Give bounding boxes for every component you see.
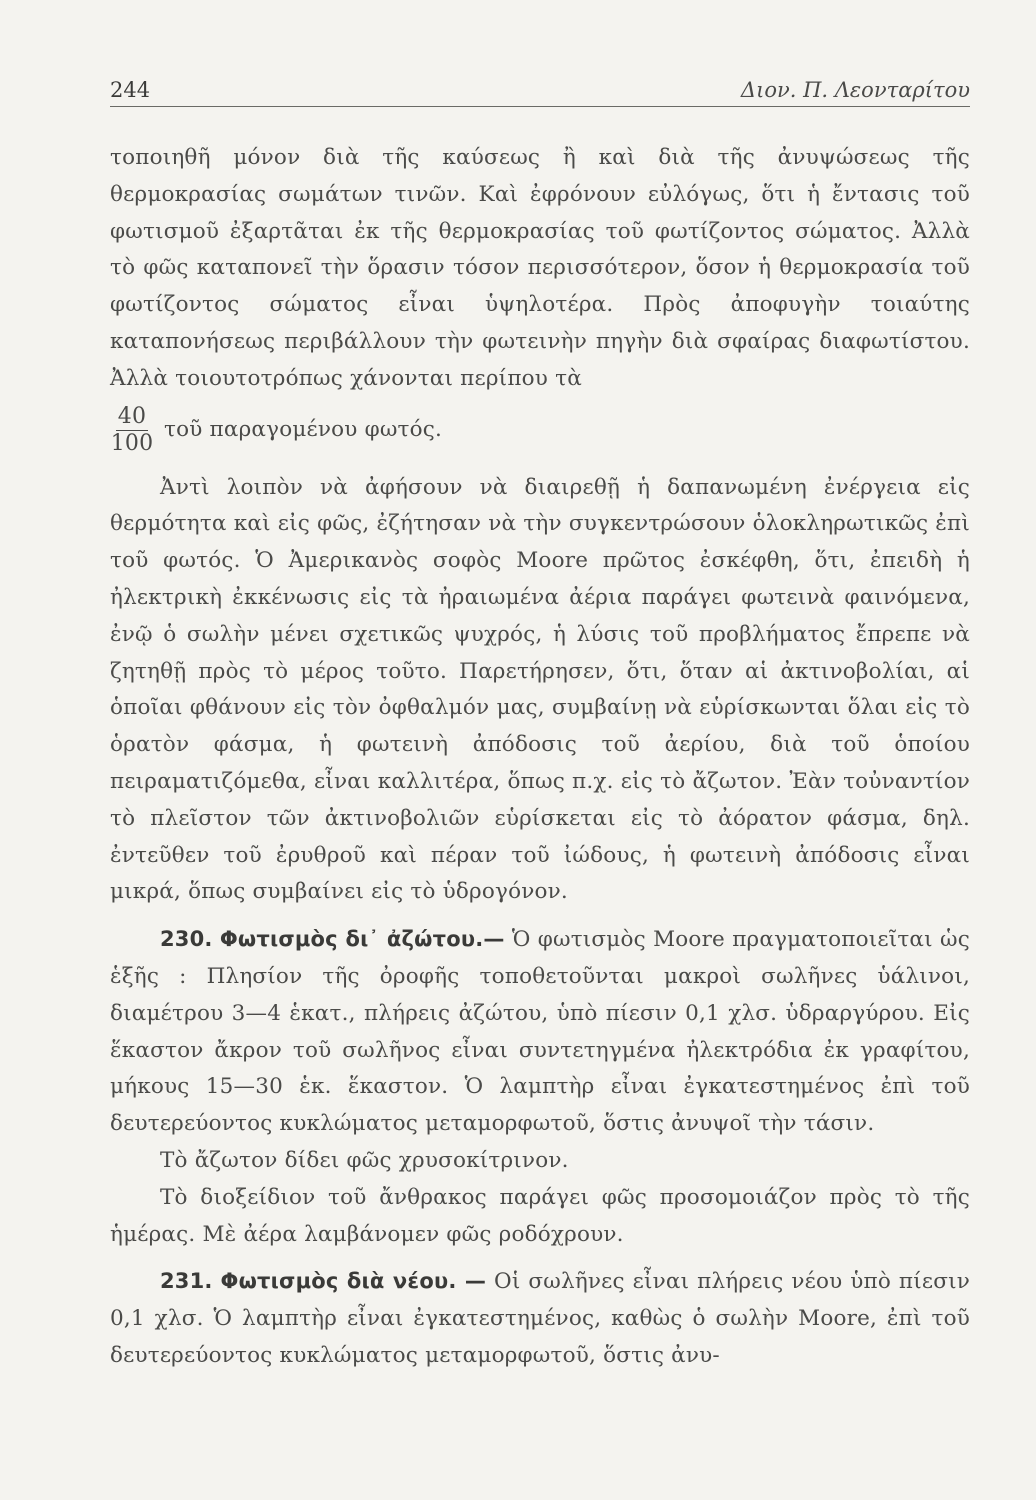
section-231 [110,1263,970,1374]
page-body [110,140,970,1375]
fraction-line [110,392,970,470]
section-230-title: Φωτισμὸς δι᾽ ἀζώτου.— [219,927,505,952]
page-number: 244 [110,78,151,102]
fraction [110,404,154,457]
section-230-para-3: Τὸ διοξείδιον τοῦ ἄνθρακος παράγει φῶς προσομοιάζον πρὸς τὸ τῆς ἡμέρας. Μὲ ἀέρα λαμβάνομεν φῶς ροδόχρουν. [110,1184,970,1247]
page-header [110,78,970,107]
fraction-text: τοῦ παραγομένου φωτός. [164,417,443,443]
section-230-number: 230. [160,927,213,952]
section-231-text: Οἱ σωλῆνες εἶναι πλήρεις νέου ὑπὸ πίεσιν 0,1 χλσ. Ὁ λαμπτὴρ εἶναι ἐγκατεστημένος, καθὼς ὁ σωλὴν Moore, ἐπὶ τοῦ δευτερεύοντος κυκλώματος μεταμορφωτοῦ, ὅστις ἀνυ- [110,1269,971,1368]
section-231-number: 231. [160,1269,213,1294]
section-230-para-2: Τὸ ἄζωτον δίδει φῶς χρυσοκίτρινον. [160,1147,569,1173]
fraction-denominator: 100 [110,431,154,457]
section-231-title: Φωτισμὸς διὰ νέου. — [220,1269,487,1294]
paragraph-continued: τοποιηθῆ μόνον διὰ τῆς καύσεως ἢ καὶ διὰ τῆς ἀνυψώσεως τῆς θερμοκρασίας σωμάτων τινῶν. Καὶ ἐφρόνουν εὐλόγως, ὅτι ἡ ἔντασις τοῦ φωτισμοῦ ἐξαρτᾶται ἐκ τῆς θερμοκρασίας τοῦ φωτίζοντος σώματος. Ἀλλὰ τὸ φῶς καταπονεῖ τὴν ὅρασιν τόσον περισσότερον, ὅσον ἡ θερμοκρασία τοῦ φωτίζοντος σώματος εἶναι ὑψηλοτέρα. Πρὸς ἀποφυγὴν τοιαύτης καταπονήσεως περιβάλλουν τὴν φωτεινὴν πηγὴν διὰ σφαίρας διαφωτίστου. Ἀλλὰ τοιουτοτρόπως χάνονται περίπου τὰ [110,145,970,391]
paragraph-moore: Ἀντὶ λοιπὸν νὰ ἀφήσουν νὰ διαιρεθῇ ἡ δαπανωμένη ἐνέργεια εἰς θερμότητα καὶ εἰς φῶς, ἐζήτησαν νὰ τὴν συγκεντρώσουν ὁλοκληρωτικῶς ἐπὶ τοῦ φωτός. Ὁ Ἀμερικανὸς σοφὸς Moore πρῶτος ἐσκέφθη, ὅτι, ἐπειδὴ ἡ ἠλεκτρικὴ ἐκκένωσις εἰς τὰ ἠραιωμένα ἀέρια παράγει φωτεινὰ φαινόμενα, ἐνῷ ὁ σωλὴν μένει σχετικῶς ψυχρός, ἡ λύσις τοῦ προβλήματος ἔπρεπε νὰ ζητηθῇ πρὸς τὸ μέρος τοῦτο. Παρετήρησεν, ὅτι, ὅταν αἱ ἀκτινοβολίαι, αἱ ὁποῖαι φθάνουν εἰς τὸν ὀφθαλμόν μας, συμβαίνῃ νὰ εὑρίσκωνται ὅλαι εἰς τὸ ὁρατὸν φάσμα, ἡ φωτεινὴ ἀπόδοσις τοῦ ἀερίου, διὰ τοῦ ὁποίου πειραματιζόμεθα, εἶναι καλλιτέρα, ὅπως π.χ. εἰς τὸ ἄζωτον. Ἐὰν τοὐναντίον τὸ πλεῖστον τῶν ἀκτινοβολιῶν εὑρίσκεται εἰς τὸ ἀόρατον φάσμα, δηλ. ἐντεῦθεν τοῦ ἐρυθροῦ καὶ πέραν τοῦ ἰώδους, ἡ φωτεινὴ ἀπόδοσις εἶναι μικρά, ὅπως συμβαίνει εἰς τὸ ὑδρογόνον. [110,474,970,905]
fraction-numerator: 40 [117,404,147,430]
section-230-text: Ὁ φωτισμὸς Moore πραγματοποιεῖται ὡς ἑξῆς : Πλησίον τῆς ὀροφῆς τοποθετοῦνται μακροὶ σωλῆνες ὑάλινοι, διαμέτρου 3—4 ἑκατ., πλήρεις ἀζώτου, ὑπὸ πίεσιν 0,1 χλσ. ὑδραργύρου. Εἰς ἕκαστον ἄκρον τοῦ σωλῆνος εἶναι συντετηγμένα ἠλεκτρόδια ἐκ γραφίτου, μήκους 15—30 ἑκ. ἕκαστον. Ὁ λαμπτὴρ εἶναι ἐγκατεστημένος ἐπὶ τοῦ δευτερεύοντος κυκλώματος μεταμορφωτοῦ, ὅστις ἀνυψοῖ τὴν τάσιν. [110,927,970,1137]
section-230 [110,921,970,1143]
running-head: Διον. Π. Λεονταρίτου [740,78,970,102]
